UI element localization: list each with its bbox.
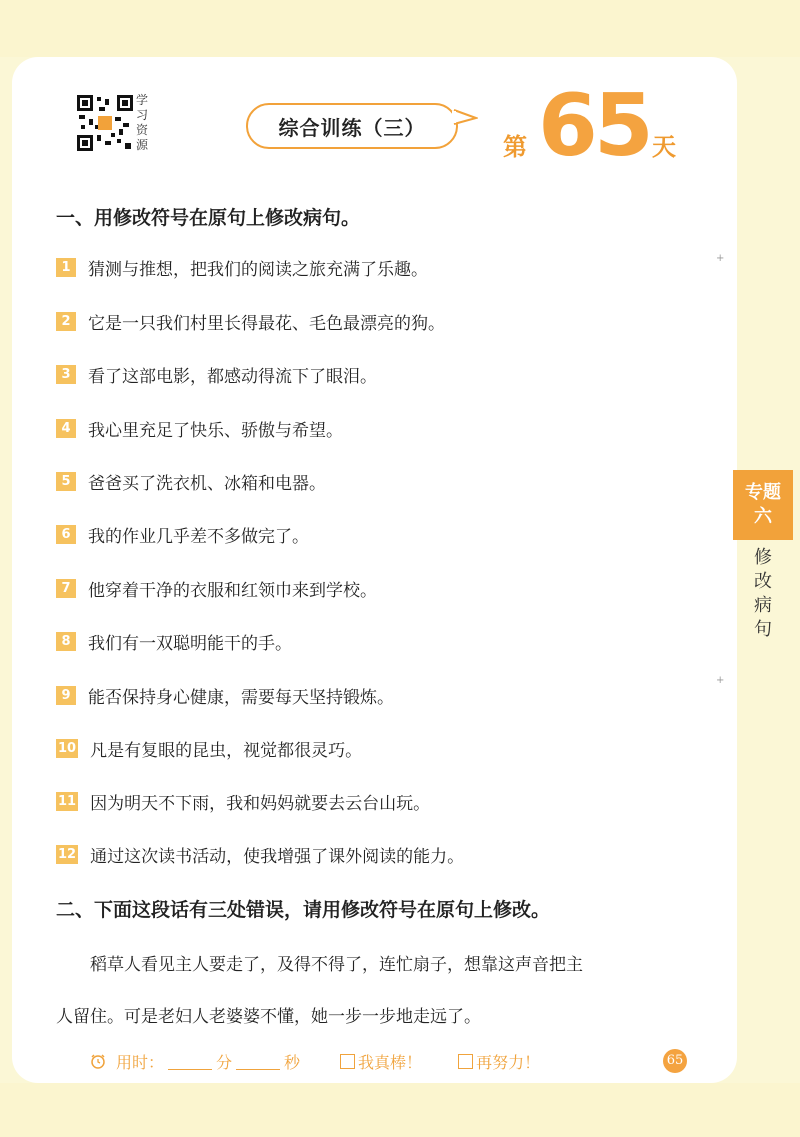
list-item xyxy=(56,416,343,440)
item-text[interactable]: 它是一只我们村里长得最花、毛色最漂亮的狗。 xyxy=(88,313,445,334)
list-item xyxy=(56,842,464,866)
list-item xyxy=(56,629,292,653)
list-item xyxy=(56,362,377,386)
item-text[interactable]: 我的作业几乎差不多做完了。 xyxy=(88,526,309,547)
item-text[interactable]: 看了这部电影，都感动得流下了眼泪。 xyxy=(88,366,377,387)
day-prefix: 第 xyxy=(503,132,527,161)
paragraph-line-1[interactable]: 稻草人看见主人要走了，及得不得了，连忙扇子，想靠这声音把主 xyxy=(90,955,583,975)
item-number-badge: 1 xyxy=(56,258,76,277)
paragraph-line-2[interactable]: 人留住。可是老妇人老婆婆不懂，她一步一步地走远了。 xyxy=(56,1007,481,1027)
item-number-badge: 7 xyxy=(56,579,76,598)
item-number-badge: 6 xyxy=(56,525,76,544)
item-number-badge: 4 xyxy=(56,419,76,438)
list-item xyxy=(56,683,394,707)
list-item xyxy=(56,309,445,333)
footer-time-row xyxy=(90,1048,540,1074)
list-item xyxy=(56,576,377,600)
item-text[interactable]: 因为明天不下雨，我和妈妈就要去云台山玩。 xyxy=(90,793,431,814)
item-number-badge: 11 xyxy=(58,793,77,809)
bottom-band xyxy=(0,1083,800,1137)
list-item xyxy=(56,522,309,546)
list-item xyxy=(56,255,428,279)
great-label: 我真棒！ xyxy=(358,1052,423,1072)
seconds-label: 秒 xyxy=(284,1052,301,1072)
list-item xyxy=(56,469,326,493)
item-text[interactable]: 我心里充足了快乐、骄傲与希望。 xyxy=(88,420,343,441)
qr-label: 学习资源 xyxy=(136,93,149,152)
top-band xyxy=(0,0,800,57)
great-checkbox[interactable] xyxy=(340,1054,355,1069)
try-harder-checkbox[interactable] xyxy=(458,1054,473,1069)
day-suffix: 天 xyxy=(652,132,676,161)
section1-title: 一、用修改符号在原句上修改病句。 xyxy=(56,207,361,229)
item-text[interactable]: 凡是有复眼的昆虫，视觉都很灵巧。 xyxy=(90,740,363,761)
section2-title: 二、下面这段话有三处错误，请用修改符号在原句上修改。 xyxy=(56,899,551,921)
bubble-tail-icon xyxy=(452,108,478,128)
alarm-clock-icon xyxy=(90,1053,106,1069)
try-harder-label: 再努力！ xyxy=(476,1052,541,1072)
item-number-badge: 12 xyxy=(58,846,77,862)
page-mark: + xyxy=(716,675,725,686)
minutes-label: 分 xyxy=(216,1052,233,1072)
day-number: 65 xyxy=(538,76,650,176)
topic-tab[interactable] xyxy=(733,470,793,540)
item-text[interactable]: 他穿着干净的衣服和红领巾来到学校。 xyxy=(88,580,377,601)
page-mark: + xyxy=(716,253,725,264)
list-item xyxy=(56,789,430,813)
item-number-badge: 2 xyxy=(56,312,76,331)
item-text[interactable]: 通过这次读书活动，使我增强了课外阅读的能力。 xyxy=(90,846,465,867)
item-number-badge: 9 xyxy=(56,686,76,705)
item-number-badge: 8 xyxy=(56,632,76,651)
list-item xyxy=(56,736,362,760)
qr-code-icon[interactable] xyxy=(77,95,133,151)
item-number-badge: 5 xyxy=(56,472,76,491)
topic-title: 修改病句 xyxy=(754,547,772,640)
item-text[interactable]: 猜测与推想，把我们的阅读之旅充满了乐趣。 xyxy=(88,259,428,280)
item-text[interactable]: 能否保持身心健康，需要每天坚持锻炼。 xyxy=(88,687,394,708)
seconds-blank[interactable] xyxy=(236,1053,280,1070)
item-number-badge: 3 xyxy=(56,365,76,384)
topic-tab-line1: 专题 xyxy=(745,482,781,503)
item-number-badge: 10 xyxy=(58,740,77,756)
topic-tab-line2: 六 xyxy=(754,506,772,527)
item-text[interactable]: 我们有一双聪明能干的手。 xyxy=(88,633,292,654)
time-label: 用时： xyxy=(116,1052,165,1072)
page-title: 综合训练（三） xyxy=(278,115,426,140)
item-text[interactable]: 爸爸买了洗衣机、冰箱和电器。 xyxy=(88,473,326,494)
title-bubble xyxy=(246,103,458,149)
minutes-blank[interactable] xyxy=(168,1053,212,1070)
page-number: 65 xyxy=(663,1049,687,1073)
